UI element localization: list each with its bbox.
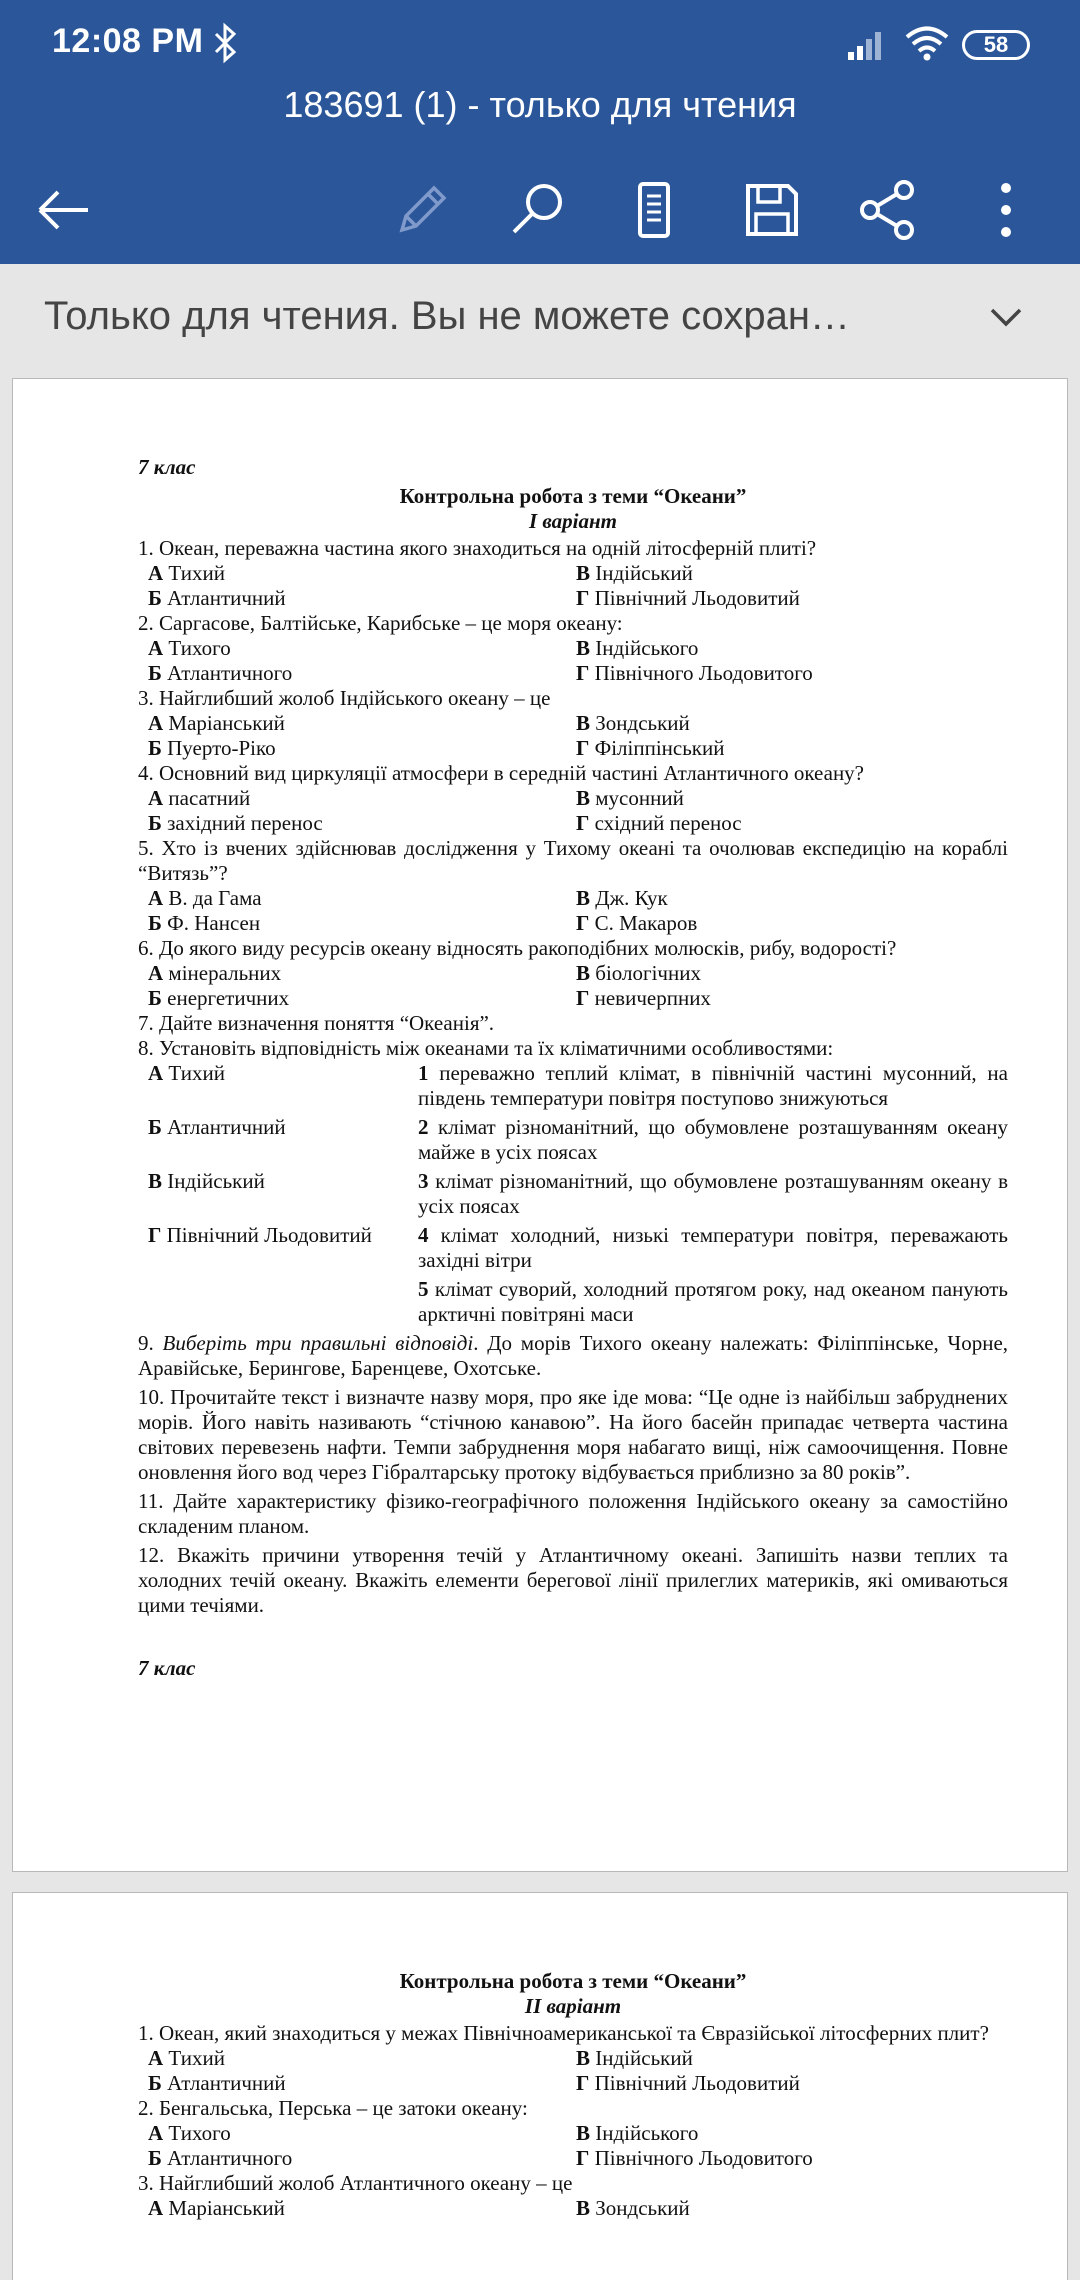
question-10: 10. Прочитайте текст і визначте назву моря, про яке іде мова: “Це одне із найбільш забруднених морів. Його навіть називають “стічною канавою”. На його басейн припадає четверта частина світових перевезень нафти. Темпи забруднення моря набагато вищі, ніж самоочищення. Повне оновлення його вод через Гібралтарську протоку відбувається приблизно за 80 років”. [138, 1385, 1008, 1484]
option: А Тихого [148, 2121, 231, 2145]
status-bar [0, 0, 1080, 90]
match-left: Г Північний Льодовитий [148, 1223, 372, 1247]
read-only-banner[interactable] [0, 264, 1080, 376]
question-1: 1. Океан, переважна частина якого знаходиться на одній літосферній плиті? [138, 536, 817, 560]
page-content [138, 455, 1008, 1685]
match-left: А Тихий [148, 1061, 225, 1085]
option: Б Пуерто-Ріко [148, 736, 276, 760]
option: Г Північний Льодовитий [576, 2071, 800, 2095]
option: А Тихий [148, 561, 225, 585]
question-2: 2. Саргасове, Балтійське, Карибське – це моря океану: [138, 611, 623, 635]
app-bar [0, 0, 1080, 264]
back-arrow-icon[interactable] [26, 172, 102, 248]
option: А Тихого [148, 636, 231, 660]
option: А Маріанський [148, 711, 285, 735]
class-label: 7 клас [138, 455, 196, 479]
signal-icon [846, 26, 890, 67]
match-right: 2 клімат різноманітний, що обумовлене розташуванням океану майже в усіх поясах [418, 1115, 1008, 1164]
answer-options [138, 2121, 1008, 2171]
match-left: Б Атлантичний [148, 1115, 286, 1139]
match-right: 1 переважно теплий клімат, в північній частині мусонний, на південь температури повітря поступово знижуються [418, 1061, 1008, 1110]
test-title: Контрольна робота з теми “Океани” [399, 1969, 747, 1993]
option: А пасатний [148, 786, 251, 810]
test-title: Контрольна робота з теми “Океани” [399, 484, 747, 508]
option: Б енергетичних [148, 986, 290, 1010]
option: Г невичерпних [576, 986, 711, 1010]
option: В Зондський [576, 711, 690, 735]
answer-options [138, 786, 1008, 836]
match-right: 4 клімат холодний, низькі температури повітря, переважають західні вітри [418, 1223, 1008, 1272]
option: Г Північного Льодовитого [576, 2146, 813, 2170]
class-label: 7 клас [138, 1656, 196, 1680]
option: В Дж. Кук [576, 886, 668, 910]
option: Г Північний Льодовитий [576, 586, 800, 610]
chevron-down-icon[interactable] [984, 296, 1028, 340]
question-5: 5. Хто із вчених здійснював дослідження у Тихому океані та очолював експедицію на кораблі “Витязь”? [138, 836, 1008, 885]
battery-indicator: 58 [962, 30, 1030, 60]
option: Б Атлантичний [148, 2071, 286, 2095]
option: Б Атлантичного [148, 661, 293, 685]
question-4: 4. Основний вид циркуляції атмосфери в середній частині Атлантичного океану? [138, 761, 865, 785]
bluetooth-icon [212, 22, 240, 64]
option: Б Ф. Нансен [148, 911, 261, 935]
option: Б Атлантичний [148, 586, 286, 610]
question-3: 3. Найглибший жолоб Атлантичного океану – це [138, 2171, 573, 2195]
match-right: 3 клімат різноманітний, що обумовлене розташуванням океану в усіх поясах [418, 1169, 1008, 1218]
document-page-1 [12, 378, 1068, 1872]
search-icon[interactable] [500, 172, 576, 248]
option: Б Атлантичного [148, 2146, 293, 2170]
option: В Індійський [576, 2046, 693, 2070]
question-9: 9. Виберіть три правильні відповіді. До морів Тихого океану належать: Філіппінське, Чорне, Аравійське, Берингове, Баренцеве, Охотське. [138, 1331, 1009, 1380]
option: В Індійський [576, 561, 693, 585]
question-2: 2. Бенгальська, Перська – це затоки океану: [138, 2096, 528, 2120]
option: Г С. Макаров [576, 911, 698, 935]
option: Г Філіппінський [576, 736, 725, 760]
question-12: 12. Вкажіть причини утворення течій у Атлантичному океані. Запишіть назви теплих та холодних течій океану. Вкажіть елементи берегової лінії прилеглих материків, які омиваються цими течіями. [138, 1543, 1008, 1617]
option: В мусонний [576, 786, 684, 810]
option: А В. да Гама [148, 886, 262, 910]
variant-label: І варіант [529, 509, 617, 533]
question-8: 8. Установіть відповідність між океанами та їх кліматичними особливостями: [138, 1036, 834, 1060]
option: А Маріанський [148, 2196, 285, 2220]
matching-table [138, 1061, 1008, 1327]
match-left: В Індійський [148, 1169, 265, 1193]
variant-label: ІІ варіант [524, 1994, 622, 2018]
question-7: 7. Дайте визначення поняття “Океанія”. [138, 1011, 495, 1035]
pencil-icon[interactable] [384, 172, 460, 248]
match-left [148, 1277, 418, 1327]
mobile-view-icon[interactable] [616, 172, 692, 248]
banner-text: Только для чтения. Вы не можете сохран… [44, 294, 850, 338]
option: А мінеральних [148, 961, 282, 985]
answer-options [138, 886, 1008, 936]
status-time: 12:08 PM [52, 22, 204, 60]
question-3: 3. Найглибший жолоб Індійського океану – це [138, 686, 551, 710]
answer-options [138, 561, 1008, 611]
toolbar [0, 160, 1080, 260]
option: В Зондський [576, 2196, 690, 2220]
share-icon[interactable] [850, 172, 926, 248]
more-vertical-icon[interactable] [968, 172, 1044, 248]
answer-options [138, 961, 1008, 1011]
option: В біологічних [576, 961, 701, 985]
question-11: 11. Дайте характеристику фізико-географічного положення Індійського океану за самостійно складеним планом. [138, 1489, 1008, 1538]
answer-options [138, 2196, 1008, 2221]
question-1: 1. Океан, який знаходиться у межах Північноамериканської та Євразійської літосферних плит? [138, 2021, 989, 2045]
wifi-icon [904, 24, 950, 67]
option: В Індійського [576, 636, 699, 660]
match-right: 5 клімат суворий, холодний протягом року, над океаном панують арктичні повітряні маси [418, 1277, 1008, 1326]
save-icon[interactable] [734, 172, 810, 248]
option: Г східний перенос [576, 811, 742, 835]
document-page-2 [12, 1892, 1068, 2280]
answer-options [138, 636, 1008, 686]
option: А Тихий [148, 2046, 225, 2070]
question-6: 6. До якого виду ресурсів океану відносять ракоподібних молюсків, рибу, водорості? [138, 936, 897, 960]
option: Г Північного Льодовитого [576, 661, 813, 685]
document-title: 183691 (1) - только для чтения [283, 84, 797, 125]
answer-options [138, 711, 1008, 761]
option: Б західний перенос [148, 811, 323, 835]
answer-options [138, 2046, 1008, 2096]
page-content [138, 1969, 1008, 2221]
option: В Індійського [576, 2121, 699, 2145]
